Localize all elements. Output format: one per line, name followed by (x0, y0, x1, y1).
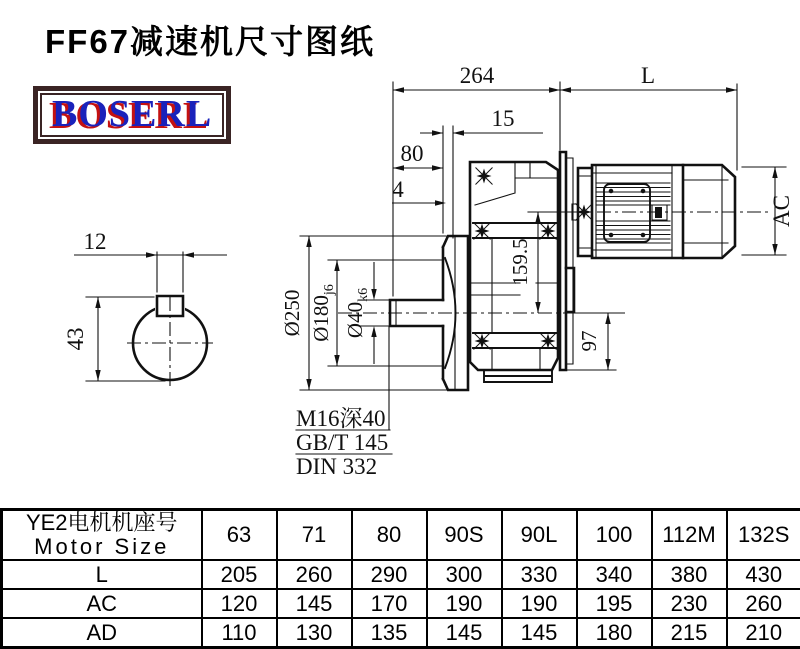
col-90L: 90L (502, 510, 577, 561)
dim-AC (742, 167, 794, 255)
col-100: 100 (577, 510, 652, 561)
svg-text:L: L (641, 63, 655, 88)
cell-L-90S: 300 (427, 560, 502, 589)
dim-15 (420, 106, 543, 136)
motor-size-header-cell (2, 510, 202, 561)
svg-text:264: 264 (460, 63, 495, 88)
cell-AD-132S: 210 (727, 618, 800, 647)
cell-AD-100: 180 (577, 618, 652, 647)
cell-AC-112M: 230 (652, 589, 727, 618)
cell-AC-90L: 190 (502, 589, 577, 618)
dim-keyway-height (63, 297, 165, 381)
cell-AC-71: 145 (277, 589, 352, 618)
cell-L-80: 290 (352, 560, 427, 589)
cell-L-132S: 430 (727, 560, 800, 589)
dim-264 (393, 63, 560, 93)
col-132S: 132S (727, 510, 800, 561)
motor-mounting-plate (560, 152, 574, 370)
row-label-AD: AD (2, 618, 202, 647)
row-label-AC: AC (2, 589, 202, 618)
dimensions (280, 63, 794, 479)
svg-text:80: 80 (401, 141, 424, 166)
dim-97 (562, 313, 616, 370)
row-label-L: L (2, 560, 202, 589)
page-title: FF67减速机尺寸图纸 (45, 16, 375, 63)
cell-L-112M: 380 (652, 560, 727, 589)
svg-text:4: 4 (392, 177, 404, 202)
dim-L (560, 63, 737, 93)
table-row-AD (2, 618, 800, 647)
cell-AC-90S: 190 (427, 589, 502, 618)
cell-AC-80: 170 (352, 589, 427, 618)
dim-80 (393, 141, 443, 171)
svg-text:Ø40k6: $Ø40_{k6}$ (343, 288, 371, 338)
cell-L-100: 340 (577, 560, 652, 589)
col-112M: 112M (652, 510, 727, 561)
shaft-section-view (63, 229, 227, 390)
col-63: 63 (202, 510, 277, 561)
svg-text:DIN 332: DIN 332 (296, 454, 377, 479)
table-row-L (2, 560, 800, 589)
cell-AC-63: 120 (202, 589, 277, 618)
cell-L-90L: 330 (502, 560, 577, 589)
svg-text:AC: AC (769, 195, 794, 227)
svg-text:97: 97 (577, 331, 601, 352)
header-cn: YE2电机机座号 (3, 511, 201, 535)
table-row-AC (2, 589, 800, 618)
col-90S: 90S (427, 510, 502, 561)
cell-AC-100: 195 (577, 589, 652, 618)
svg-text:43: 43 (63, 328, 88, 351)
svg-text:Ø250: Ø250 (280, 290, 304, 337)
svg-text:M16深40: M16深40 (296, 406, 385, 431)
header-en: Motor Size (3, 535, 201, 559)
cell-AD-80: 135 (352, 618, 427, 647)
dim-4 (392, 177, 446, 206)
cell-L-63: 205 (202, 560, 277, 589)
cell-AD-112M: 215 (652, 618, 727, 647)
dim-keyway-width (74, 229, 227, 292)
svg-text:15: 15 (492, 106, 515, 131)
cell-L-71: 260 (277, 560, 352, 589)
motor-size-table (0, 508, 800, 649)
svg-text:12: 12 (84, 229, 107, 254)
cell-AD-63: 110 (202, 618, 277, 647)
svg-text:159.5: 159.5 (508, 238, 532, 285)
table-header-row (2, 510, 800, 561)
motor-body (572, 165, 768, 258)
svg-text:Ø180j6: $Ø180_{j6}$ (309, 284, 337, 342)
cell-AD-71: 130 (277, 618, 352, 647)
svg-text:GB/T 145: GB/T 145 (296, 430, 388, 455)
col-71: 71 (277, 510, 352, 561)
cell-AD-90L: 145 (502, 618, 577, 647)
thread-note (296, 327, 392, 479)
col-80: 80 (352, 510, 427, 561)
cell-AC-132S: 260 (727, 589, 800, 618)
cell-AD-90S: 145 (427, 618, 502, 647)
brand-logo-text: BOSERL (52, 93, 212, 135)
